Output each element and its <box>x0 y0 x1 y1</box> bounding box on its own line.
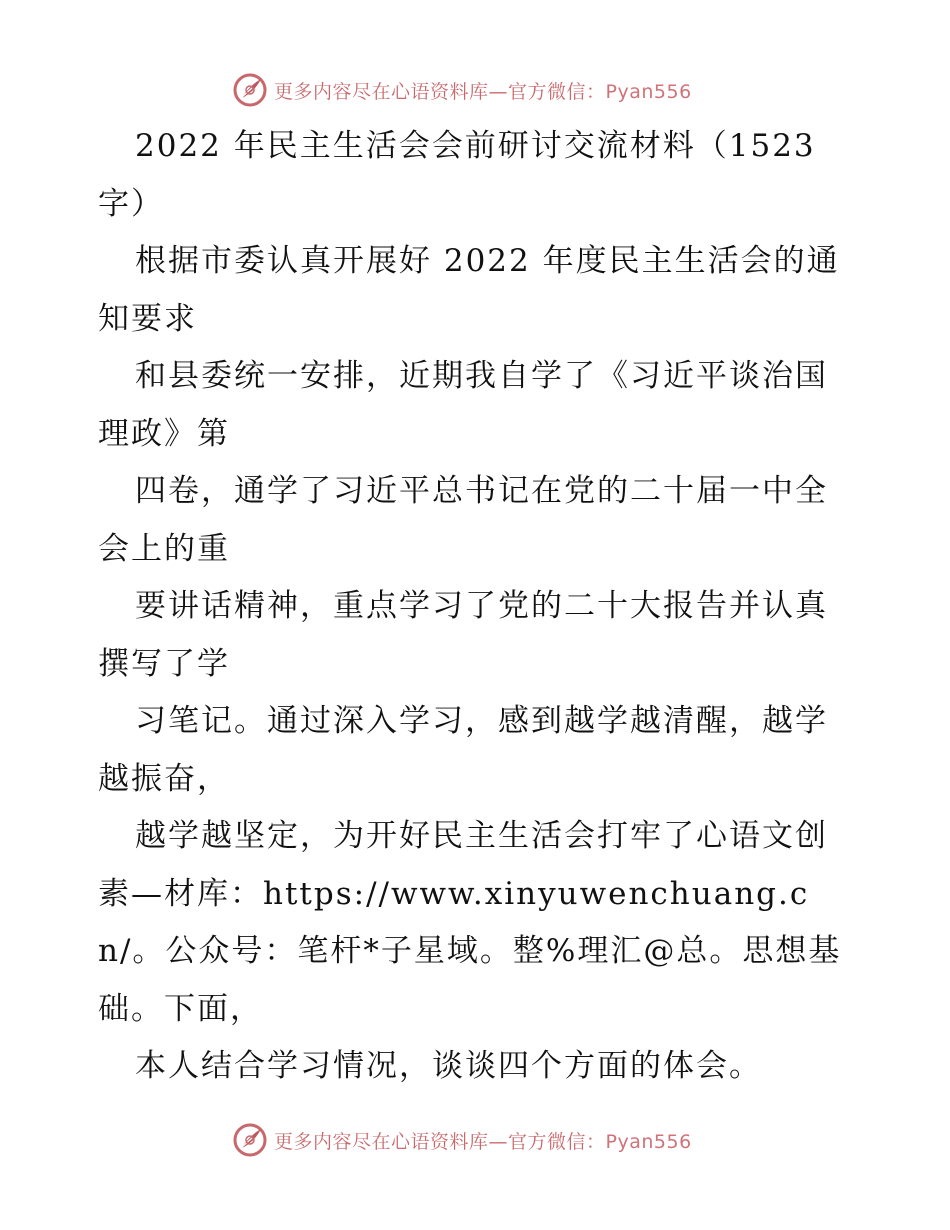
quill-logo-icon <box>232 1122 268 1158</box>
watermark-handle: Pyan556 <box>605 1130 692 1153</box>
watermark-banner-bottom <box>232 1120 752 1160</box>
paragraph: 要讲话精神，重点学习了党的二十大报告并认真撰写了学 <box>98 588 828 682</box>
paragraph: 四卷，通学了习近平总书记在党的二十届一中全会上的重 <box>98 473 828 567</box>
watermark-text: 更多内容尽在心语资料库—官方微信：Pyan556 <box>274 1130 692 1153</box>
paragraph: 本人结合学习情况，谈谈四个方面的体会。 <box>135 1048 762 1084</box>
watermark-text: 更多内容尽在心语资料库—官方微信：Pyan556 <box>274 80 692 103</box>
quill-logo-icon <box>232 72 268 108</box>
watermark-handle: Pyan556 <box>605 80 692 103</box>
document-title: 2022 年民主生活会会前研讨交流材料（1523 字） <box>98 128 816 222</box>
paragraph: 习笔记。通过深入学习，感到越学越清醒，越学越振奋， <box>98 703 828 797</box>
document-body <box>98 118 858 1096</box>
paragraph: 越学越坚定，为开好民主生活会打牢了心语文创素—材库：https://www.xinyuwenchuang.cn/。公众号：笔杆*子星域。整%理汇@总。思想基础。下面， <box>98 818 842 1027</box>
paragraph: 根据市委认真开展好 2022 年度民主生活会的通知要求 <box>98 243 840 337</box>
watermark-banner-top <box>232 70 752 110</box>
paragraph: 和县委统一安排，近期我自学了《习近平谈治国理政》第 <box>98 358 828 452</box>
